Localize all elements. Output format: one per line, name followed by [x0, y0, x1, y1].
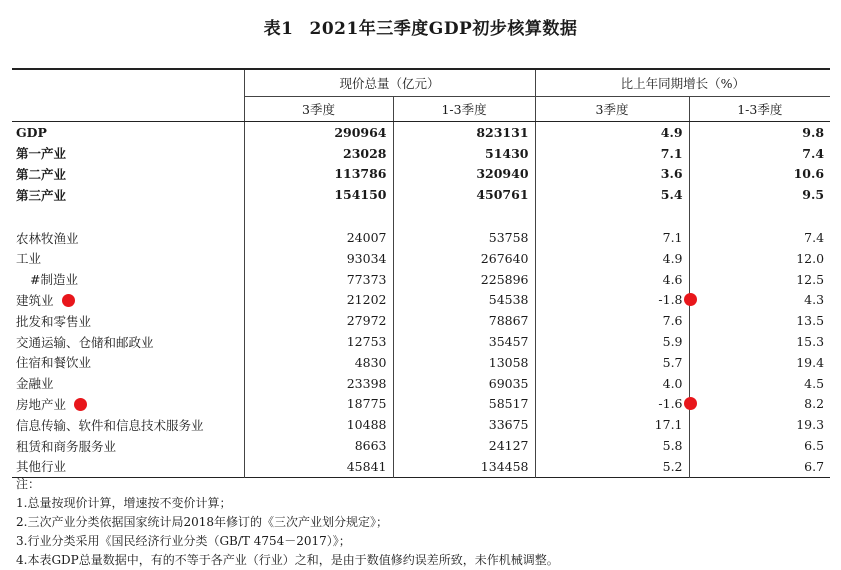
table-row: [12, 248, 830, 269]
note-item: 1.总量按现价计算，增速按不变价计算；: [16, 496, 232, 510]
table-row: [12, 269, 830, 290]
table-number: 表1: [263, 19, 294, 39]
cell-value: 7.4: [689, 143, 830, 164]
table-row: [12, 164, 830, 185]
cell-value: 93034: [244, 248, 393, 269]
row-name: 其他行业: [16, 459, 67, 475]
cell-value: 12.0: [689, 248, 830, 269]
row-name: 交通运输、仓储和邮政业: [16, 334, 154, 350]
cell-value: 10.6: [689, 164, 830, 185]
cell-value: 15.3: [689, 331, 830, 352]
cell-value: 58517: [393, 394, 535, 415]
row-name: 批发和零售业: [16, 313, 92, 329]
table-row: [12, 290, 830, 311]
cell-value: 5.9: [535, 331, 689, 352]
cell-value: 7.1: [535, 143, 689, 164]
table-row: [12, 352, 830, 373]
table-notes: [16, 475, 559, 570]
cell-value: 3.6: [535, 164, 689, 185]
cell-value: 77373: [244, 269, 393, 290]
table-row: [12, 414, 830, 435]
cell-value: 54538: [393, 290, 535, 311]
cell-value: 4.9: [535, 122, 689, 143]
cell-value: 33675: [393, 414, 535, 435]
cell-value: 4.6: [535, 269, 689, 290]
cell-value: 23398: [244, 373, 393, 394]
table-row: [12, 394, 830, 415]
cell-value: 5.4: [535, 184, 689, 205]
cell-value: 267640: [393, 248, 535, 269]
cell-value: 6.7: [689, 456, 830, 477]
cell-value: 450761: [393, 184, 535, 205]
cell-value: 134458: [393, 456, 535, 477]
note-item: 3.行业分类采用《国民经济行业分类（GB/T 4754－2017）》；: [16, 534, 351, 548]
cell-value: 6.5: [689, 435, 830, 456]
cell-value: 4.3: [689, 290, 830, 311]
cell-value: 12753: [244, 331, 393, 352]
cell-value: 113786: [244, 164, 393, 185]
cell-value: 69035: [393, 373, 535, 394]
cell-value: -1.8: [658, 292, 683, 308]
cell-value: 5.8: [535, 435, 689, 456]
row-name: GDP: [16, 124, 47, 140]
cell-value: 10488: [244, 414, 393, 435]
row-name: 租赁和商务服务业: [16, 438, 117, 454]
cell-value: 154150: [244, 184, 393, 205]
table-row: [12, 184, 830, 205]
red-dot-marker-icon: [684, 293, 697, 306]
cell-value: 35457: [393, 331, 535, 352]
cell-value: 8663: [244, 435, 393, 456]
notes-heading: 注：: [16, 477, 41, 491]
cell-value: 823131: [393, 122, 535, 143]
cell-value: 7.6: [535, 310, 689, 331]
table-row: [12, 331, 830, 352]
cell-value: 24007: [244, 227, 393, 248]
note-item: 4.本表GDP总量数据中，有的不等于各产业（行业）之和，是由于数值修约误差所致，未作机械调整。: [16, 553, 559, 567]
cell-value: 23028: [244, 143, 393, 164]
row-name: #制造业: [30, 272, 78, 288]
cell-value: 4.9: [535, 248, 689, 269]
cell-value: 18775: [244, 394, 393, 415]
cell-value: -1.6: [658, 396, 683, 412]
header-q3-growth: 3季度: [535, 97, 689, 122]
header-q1-3-value: 1-3季度: [393, 97, 535, 122]
cell-value: 12.5: [689, 269, 830, 290]
table-row: [12, 310, 830, 331]
row-name: 农林牧渔业: [16, 230, 79, 246]
cell-value: 290964: [244, 122, 393, 143]
cell-value: 24127: [393, 435, 535, 456]
header-blank: [12, 69, 244, 97]
cell-value: 53758: [393, 227, 535, 248]
header-q3-value: 3季度: [244, 97, 393, 122]
cell-value: 45841: [244, 456, 393, 477]
row-name: 第二产业: [16, 166, 67, 182]
row-name: 工业: [16, 251, 42, 267]
cell-value: 4.0: [535, 373, 689, 394]
row-name: 建筑业: [16, 292, 54, 308]
cell-value: 320940: [393, 164, 535, 185]
row-name: 住宿和餐饮业: [16, 355, 92, 371]
table-row: [12, 373, 830, 394]
row-name: 金融业: [16, 376, 54, 392]
row-name: 信息传输、软件和信息技术服务业: [16, 417, 204, 433]
red-dot-marker-icon: [684, 397, 697, 410]
cell-value: 225896: [393, 269, 535, 290]
table-title: [0, 14, 841, 39]
spacer-row: [12, 205, 830, 227]
cell-value: 27972: [244, 310, 393, 331]
red-dot-marker-icon: [62, 294, 75, 307]
red-dot-marker-icon: [74, 398, 87, 411]
cell-value: 5.2: [535, 456, 689, 477]
cell-value: 78867: [393, 310, 535, 331]
header-group-value: 现价总量（亿元）: [244, 69, 535, 97]
cell-value: 4830: [244, 352, 393, 373]
cell-value: 4.5: [689, 373, 830, 394]
cell-value: 7.1: [535, 227, 689, 248]
table-row: [12, 122, 830, 143]
table-row: [12, 435, 830, 456]
cell-value: 19.4: [689, 352, 830, 373]
cell-value: 7.4: [689, 227, 830, 248]
cell-value: 8.2: [689, 394, 830, 415]
header-q1-3-growth: 1-3季度: [689, 97, 830, 122]
note-item: 2.三次产业分类依据国家统计局2018年修订的《三次产业划分规定》；: [16, 515, 388, 529]
cell-value: 5.7: [535, 352, 689, 373]
header-group-growth: 比上年同期增长（%）: [535, 69, 830, 97]
cell-value: 13.5: [689, 310, 830, 331]
row-name: 房地产业: [16, 396, 67, 412]
cell-value: 21202: [244, 290, 393, 311]
cell-value: 9.8: [689, 122, 830, 143]
row-name: 第三产业: [16, 187, 67, 203]
cell-value: 51430: [393, 143, 535, 164]
cell-value: 9.5: [689, 184, 830, 205]
table-row: [12, 143, 830, 164]
table-caption: 2021年三季度GDP初步核算数据: [309, 19, 578, 39]
gdp-table: [12, 68, 830, 478]
cell-value: 19.3: [689, 414, 830, 435]
cell-value: 17.1: [535, 414, 689, 435]
table-row: [12, 227, 830, 248]
row-name: 第一产业: [16, 146, 67, 162]
header-blank-2: [12, 97, 244, 122]
cell-value: 13058: [393, 352, 535, 373]
